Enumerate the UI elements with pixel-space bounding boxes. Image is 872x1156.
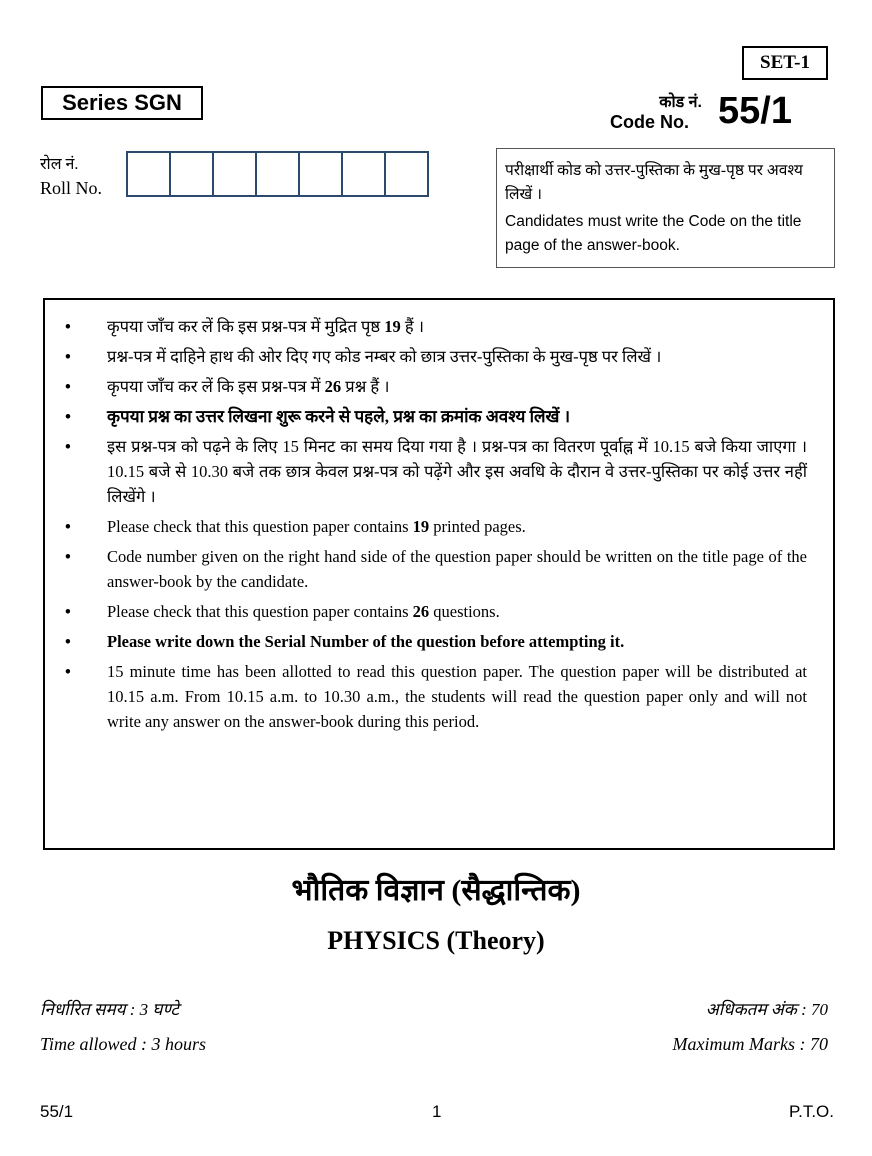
time-hindi: निर्धारित समय : 3 घण्टे [40,1000,179,1019]
time-english: Time allowed : 3 hours [40,1034,207,1054]
set-label: SET-1 [742,46,828,80]
pto-label: P.T.O. [788,1102,834,1121]
instruction-text [107,434,807,509]
roll-box [255,151,300,197]
instruction-item [65,514,807,539]
bullet-icon: • [65,517,71,536]
instruction-item [65,629,807,654]
instruction-text-normal: 15 minute time has been allotted to read this question paper. The question paper will be distributed at 10.15 a.m. From 10.15 a.m. to 10.30 a.m., the students will read the question paper only and will not write any answer on the answer-book during this period. [107,662,807,731]
instruction-text [107,659,807,734]
page-number: 1 [432,1102,442,1121]
instruction-item [65,314,807,339]
roll-box [298,151,343,197]
roll-label: Roll No. [40,178,103,198]
instruction-text [107,514,807,539]
roll-box [126,151,171,197]
instruction-item [65,374,807,399]
marks-hindi: अधिकतम अंक : 70 [705,1000,828,1019]
bullet-icon: • [65,632,71,651]
roll-hindi-label: रोल नं. [40,156,79,173]
code-value: 55/1 [718,90,792,132]
bullet-icon: • [65,377,71,396]
instruction-item [65,434,807,509]
roll-box [169,151,214,197]
title-hindi: भौतिक विज्ञान (सैद्धान्तिक) [291,874,581,907]
instruction-text-normal: Please check that this question paper contains [107,602,413,621]
instruction-item [65,599,807,624]
code-note-english: Candidates must write the Code on the title page of the answer-book. [505,213,802,254]
bullet-icon: • [65,547,71,566]
instruction-text-normal: Please check that this question paper contains [107,517,413,536]
instruction-text-normal: कृपया जाँच कर लें कि इस प्रश्न-पत्र में मुद्रित पृष्ठ [107,317,385,336]
instruction-text-bold: 26 [412,602,430,621]
instruction-text [107,629,807,654]
instruction-text-normal: Code number given on the right hand side of the question paper should be written on the title page of the answer-book by the candidate. [107,547,807,591]
roll-number-boxes [126,151,427,197]
roll-box [212,151,257,197]
instruction-text-normal: इस प्रश्न-पत्र को पढ़ने के लिए 15 मिनट का समय दिया गया है । प्रश्न-पत्र का वितरण पूर्वाह्न में 10.15 बजे किया जाएगा । 10.15 बजे से 10.30 बजे तक छात्र केवल प्रश्न-पत्र को पढ़ेंगे और इस अवधि के दौरान वे उत्तर-पुस्तिका पर कोई उत्तर नहीं लिखेंगे । [107,437,807,506]
instruction-item [65,659,807,734]
bullet-icon: • [65,407,71,426]
instructions-box [43,298,835,850]
instruction-text-bold: 19 [412,517,430,536]
instruction-text-bold: 26 [324,377,342,396]
instruction-text-bold: कृपया प्रश्न का उत्तर लिखना शुरू करने से पहले, प्रश्न का क्रमांक अवश्य लिखें । [107,407,571,426]
instruction-text [107,404,807,429]
instruction-text-normal: प्रश्न-पत्र में दाहिने हाथ की ओर दिए गए कोड नम्बर को छात्र उत्तर-पुस्तिका के मुख-पृष्ठ पर लिखें । [107,347,662,366]
bullet-icon: • [65,602,71,621]
code-hindi-label: कोड नं. [659,94,702,111]
title-english: PHYSICS (Theory) [327,926,545,955]
bullet-icon: • [65,662,71,681]
bullet-icon: • [65,347,71,366]
instruction-item [65,544,807,594]
instruction-text [107,314,807,339]
marks-english: Maximum Marks : 70 [672,1034,828,1054]
code-label: Code No. [610,112,689,132]
instruction-item [65,404,807,429]
code-note-box [496,148,835,268]
instruction-text-bold: 19 [384,317,401,336]
instruction-text-bold: Please write down the Serial Number of the question before attempting it. [107,632,625,651]
instruction-text [107,544,807,594]
bullet-icon: • [65,437,71,456]
roll-box [384,151,429,197]
instruction-text-normal: questions. [429,602,500,621]
instruction-text-normal: हैं । [400,317,424,336]
footer-code: 55/1 [40,1102,74,1121]
instruction-text [107,599,807,624]
instruction-text [107,344,807,369]
instruction-text-normal: printed pages. [429,517,526,536]
series-label: Series SGN [41,86,203,120]
instruction-text-normal: प्रश्न हैं । [341,377,390,396]
instruction-text [107,374,807,399]
instruction-item [65,344,807,369]
code-note-hindi: परीक्षार्थी कोड को उत्तर-पुस्तिका के मुख-पृष्ठ पर अवश्य लिखें । [505,162,803,203]
instruction-text-normal: कृपया जाँच कर लें कि इस प्रश्न-पत्र में [107,377,325,396]
bullet-icon: • [65,317,71,336]
roll-box [341,151,386,197]
